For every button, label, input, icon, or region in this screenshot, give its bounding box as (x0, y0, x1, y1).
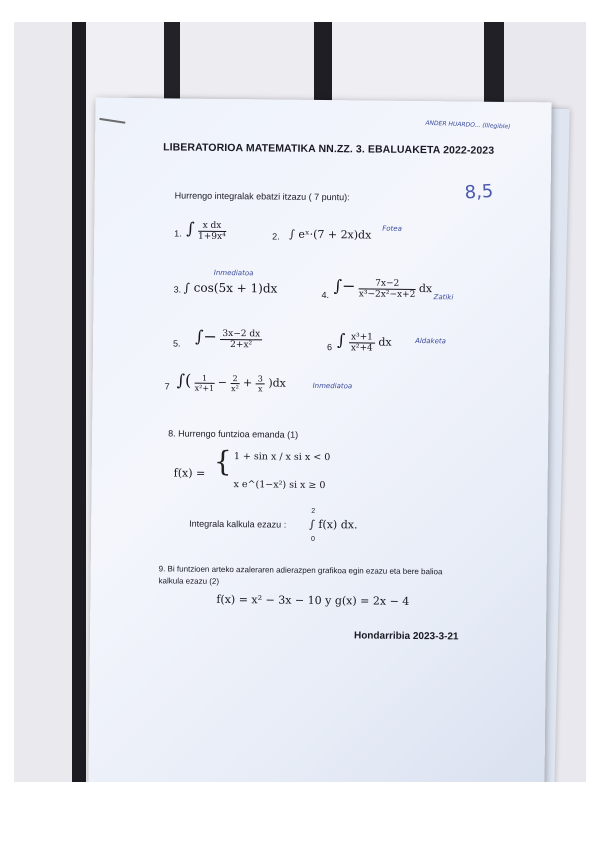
q7-t1-num: 1 (195, 373, 215, 383)
q8-fx: f(x) = (173, 466, 206, 480)
q7-integral: ∫( $\frac{1}{\text{x²+1}}$ − $\frac{2}{\text{x²}}$ + $\frac{3}{x}$ )dx (176, 370, 286, 393)
q7-t2-num: 2 (230, 374, 239, 384)
q5-number: 5. (173, 338, 181, 349)
grade-mark: 8,5 (464, 180, 494, 204)
q9-formula: f(x) = x² − 3x − 10 y g(x) = 2x − 4 (216, 592, 410, 608)
q1-denominator: 1+9x⁴ (197, 231, 226, 242)
q9-line2: kalkula ezazu (2) (158, 576, 220, 586)
q4-integral: ∫− $\frac{7x-2}{\text{x³−2x²−x+2}}$ dx (333, 276, 433, 300)
photo-background (14, 22, 586, 782)
pencil-mark (99, 118, 125, 124)
q4-note: Zatiki (433, 293, 454, 302)
q7-t2-den: x² (231, 383, 239, 393)
q7-note: Inmediatoa (312, 381, 353, 391)
q4-dx: dx (418, 282, 433, 296)
q2-number: 2. (272, 231, 280, 242)
q6-number: 6 (326, 342, 333, 353)
q3-integral: ∫ cos(5x + 1)dx (183, 280, 278, 296)
q4-number: 4. (321, 290, 330, 301)
q7-t3-num: 3 (256, 374, 265, 384)
q1-integral: ∫ $\frac{\text{x dx}}{\text{1+9x⁴}}$ (186, 218, 226, 242)
q8-label: 8. Hurrengo funtzioa emanda (1) (168, 428, 299, 440)
q1-number: 1. (174, 228, 182, 239)
q6-note: Aldaketa (415, 336, 447, 346)
q1-numerator: x dx (198, 220, 226, 231)
exam-title: LIBERATORIOA MATEMATIKA NN.ZZ. 3. EBALUAKETA 2022-2023 (163, 141, 495, 157)
q7-t1-den: x²+1 (194, 383, 215, 393)
q8-upper-limit: 2 (311, 507, 316, 515)
q7-dx: )dx (268, 376, 286, 390)
q8-brace: { (213, 444, 232, 479)
instructions: Hurrengo integralak ebatzi itzazu ( 7 puntu): (174, 190, 350, 203)
q6-denominator: x²+4 (350, 342, 373, 354)
q7-number: 7 (164, 381, 170, 392)
q8-lower-limit: 0 (310, 535, 315, 543)
q2-integral: ∫ eˣ·(7 + 2x)dx (289, 227, 372, 242)
q3-number: 3. (173, 284, 182, 295)
q6-integral: ∫ $\frac{\text{x³+1}}{\text{x²+4}}$ dx (337, 330, 392, 354)
q3-note: Inmediatoa (213, 268, 254, 278)
place-date: Hondarribia 2023-3-21 (353, 630, 459, 643)
q8-case2: x e^(1−x²) si x ≥ 0 (233, 479, 326, 492)
q4-denominator: x³−2x²−x+2 (358, 288, 416, 300)
q8-case1: 1 + sin x / x si x < 0 (233, 451, 331, 464)
q8-integral: ∫ f(x) dx. (309, 517, 358, 532)
q9-line1: 9. Bi funtzioen arteko azaleraren adierazpen grafikoa egin ezazu eta bere balioa (158, 564, 443, 577)
q6-dx: dx (378, 335, 392, 349)
q7-t3-den: x (257, 383, 263, 393)
q6-numerator: x³+1 (349, 332, 375, 343)
exam-sheet (88, 98, 551, 782)
q8-prompt: Integrala kalkula ezazu : (189, 518, 287, 530)
q4-numerator: 7x−2 (359, 278, 416, 290)
q5-denominator: 2+x² (230, 339, 253, 350)
q5-integral: ∫− $\frac{3x-2 dx}{\text{2+x²}}$ (195, 326, 261, 350)
q5-numerator: 3x−2 dx (220, 328, 262, 339)
student-name: ANDER HUARDO... (Illegible) (425, 119, 511, 131)
q2-note: Fotea (382, 224, 402, 233)
